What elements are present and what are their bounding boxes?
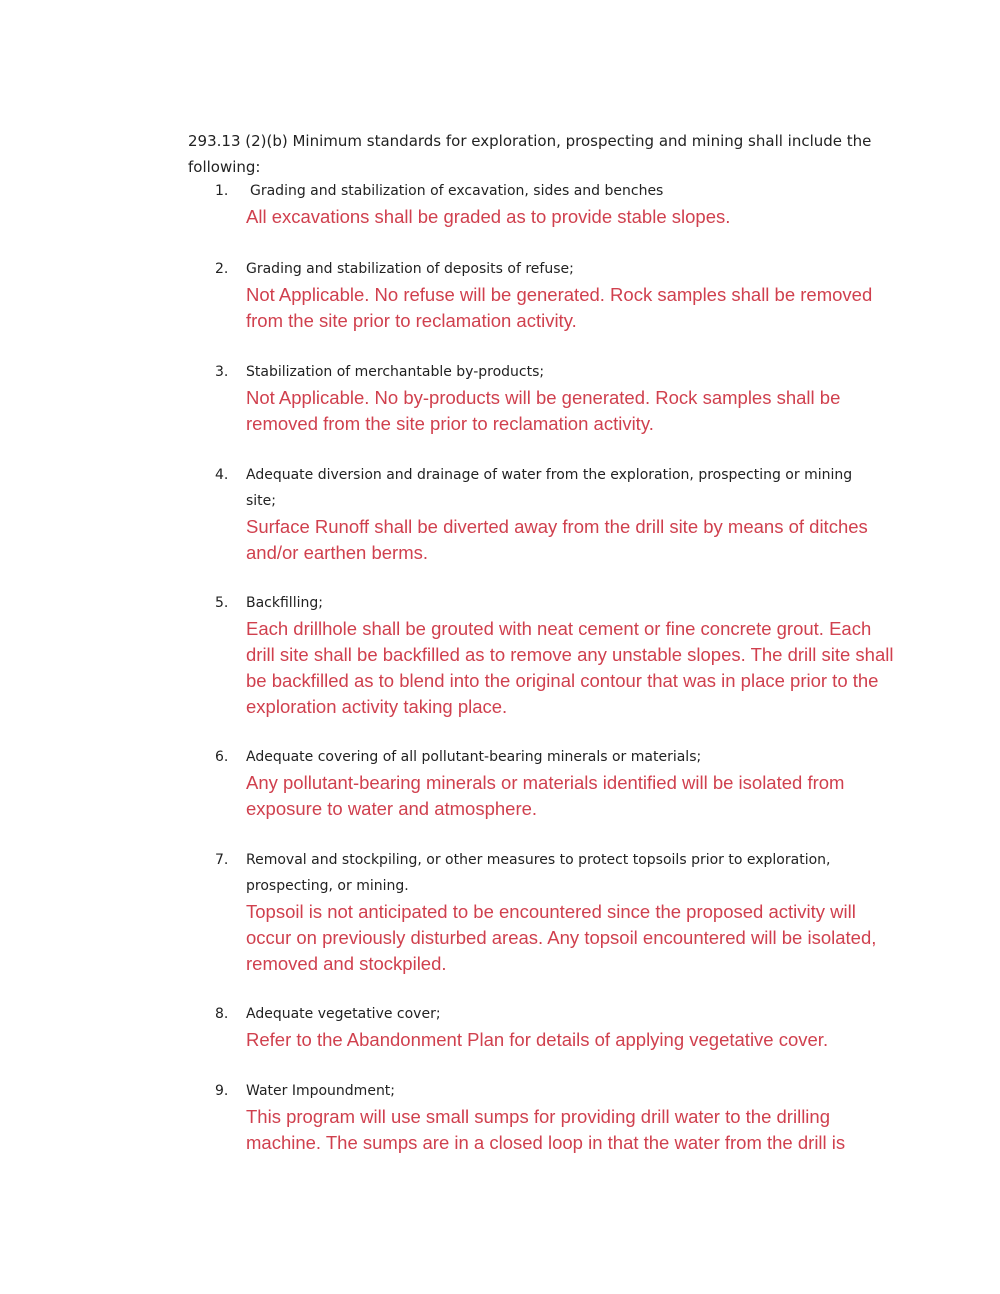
- item-requirement: Grading and stabilization of excavation, sides and benches: [250, 183, 664, 199]
- item-requirement: Backfilling;: [246, 595, 323, 611]
- item-requirement: Water Impoundment;: [246, 1083, 396, 1099]
- item-requirement: Removal and stockpiling, or other measures to protect topsoils prior to exploration, prospecting, or mining.: [246, 852, 831, 894]
- item-number: 4.: [215, 467, 229, 483]
- item-number: 9.: [215, 1083, 229, 1099]
- item-number: 2.: [215, 261, 229, 277]
- item-number: 1.: [215, 183, 229, 199]
- item-response: Not Applicable. No refuse will be generated. Rock samples shall be removed from the site prior to reclamation activity.: [246, 284, 873, 331]
- item-number: 8.: [215, 1006, 229, 1022]
- item-number: 7.: [215, 852, 229, 868]
- item-response: Not Applicable. No by-products will be generated. Rock samples shall be removed from the site prior to reclamation activity.: [246, 387, 841, 434]
- item-requirement: Adequate vegetative cover;: [246, 1006, 441, 1022]
- item-response: Topsoil is not anticipated to be encountered since the proposed activity will occur on previously disturbed areas. Any topsoil encountered will be isolated, removed and stockpiled.: [246, 901, 877, 974]
- item-number: 3.: [215, 364, 229, 380]
- item-response: All excavations shall be graded as to provide stable slopes.: [246, 206, 731, 227]
- item-response: Each drillhole shall be grouted with neat cement or fine concrete grout. Each drill site shall be backfilled as to remove any unstable slopes. The drill site shall be backfilled as to blend into the original contour that was in place prior to the exploration activity taking place.: [246, 618, 894, 717]
- item-number: 6.: [215, 749, 229, 765]
- item-response: Any pollutant-bearing minerals or materials identified will be isolated from exposure to water and atmosphere.: [246, 772, 845, 819]
- section-intro: 293.13 (2)(b) Minimum standards for exploration, prospecting and mining shall include the following:: [188, 132, 872, 176]
- item-response: Refer to the Abandonment Plan for details of applying vegetative cover.: [246, 1029, 829, 1050]
- item-requirement: Grading and stabilization of deposits of refuse;: [246, 261, 574, 277]
- item-number: 5.: [215, 595, 229, 611]
- item-requirement: Adequate covering of all pollutant-bearing minerals or materials;: [246, 749, 702, 765]
- item-requirement: Adequate diversion and drainage of water from the exploration, prospecting or mining site;: [246, 467, 853, 509]
- item-response: Surface Runoff shall be diverted away from the drill site by means of ditches and/or earthen berms.: [246, 516, 868, 563]
- item-response: This program will use small sumps for providing drill water to the drilling machine. The sumps are in a closed loop in that the water from the drill is: [246, 1106, 846, 1153]
- item-requirement: Stabilization of merchantable by-products;: [246, 364, 545, 380]
